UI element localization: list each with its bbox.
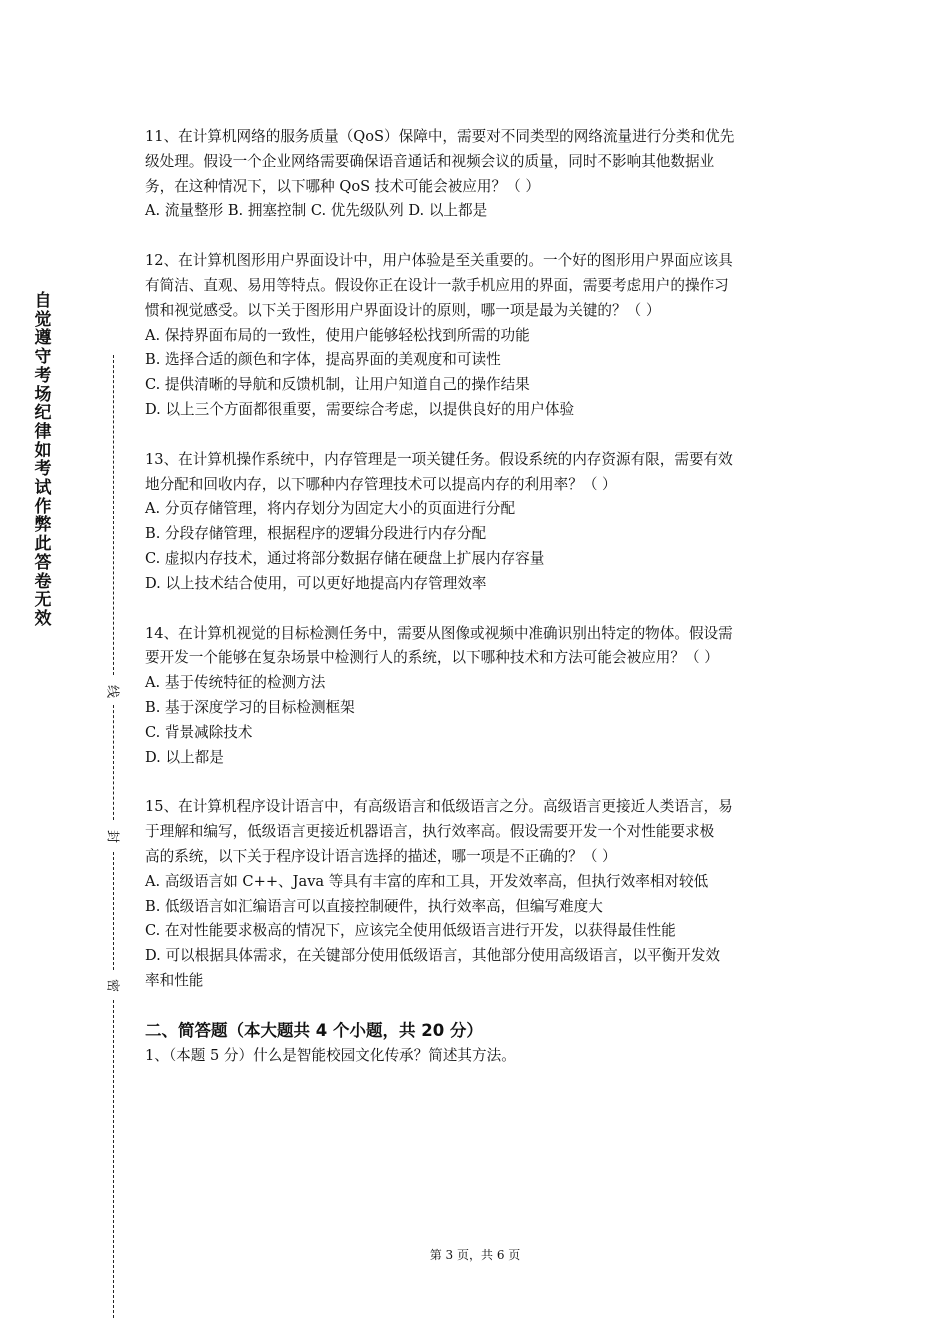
seal-label-feng: 封 xyxy=(104,829,120,843)
answer-option: A. 高级语言如 C++、Java 等具有丰富的库和工具，开发效率高，但执行效率相对较低 xyxy=(145,872,709,890)
answer-option: A. 基于传统特征的检测方法 xyxy=(145,674,326,692)
binding-dashed-line xyxy=(113,355,114,675)
answer-option: C. 虚拟内存技术，通过将部分数据存储在硬盘上扩展内存容量 xyxy=(145,549,545,567)
answer-option: B. 基于深度学习的目标检测框架 xyxy=(145,698,355,716)
binding-dashed-line xyxy=(113,852,114,970)
section-title: 二、简答题（本大题共 4 个小题，共 20 分） xyxy=(145,1020,483,1040)
question-stem-line: 级处理。假设一个企业网络需要确保语音通话和视频会议的质量，同时不影响其他数据业 xyxy=(145,152,715,170)
question-stem-line: 地分配和回收内存，以下哪种内存管理技术可以提高内存的利用率？（ ） xyxy=(145,475,617,493)
question xyxy=(145,448,815,597)
question xyxy=(145,125,815,224)
answer-option: B. 分段存储管理，根据程序的逻辑分段进行内存分配 xyxy=(145,525,487,543)
question-stem-line: 有简洁、直观、易用等特点。假设你正在设计一款手机应用的界面，需要考虑用户的操作习 xyxy=(145,276,729,294)
question-stem-line: 15、在计算机程序设计语言中，有高级语言和低级语言之分。高级语言更接近人类语言，易 xyxy=(145,798,733,816)
question-stem-line: 务，在这种情况下，以下哪种 QoS 技术可能会被应用？（ ） xyxy=(145,177,540,195)
question-stem-line: 于理解和编写，低级语言更接近机器语言，执行效率高。假设需要开发一个对性能要求极 xyxy=(145,823,715,841)
question xyxy=(145,249,815,423)
binding-dashed-line xyxy=(113,705,114,820)
answer-option: D. 以上技术结合使用，可以更好地提高内存管理效率 xyxy=(145,574,487,592)
answer-option: A. 保持界面布局的一致性，使用户能够轻松找到所需的功能 xyxy=(145,326,530,344)
page-number: 第 3 页，共 6 页 xyxy=(429,1248,521,1262)
answer-option: 率和性能 xyxy=(145,971,204,989)
question-stem-line: 13、在计算机操作系统中，内存管理是一项关键任务。假设系统的内存资源有限，需要有效 xyxy=(145,450,733,468)
answer-option: B. 低级语言如汇编语言可以直接控制硬件，执行效率高，但编写难度大 xyxy=(145,897,603,915)
question-stem-line: 要开发一个能够在复杂场景中检测行人的系统，以下哪种技术和方法可能会被应用？（ ） xyxy=(145,649,719,667)
answer-option: D. 以上都是 xyxy=(145,748,224,766)
answer-option: D. 以上三个方面都很重要，需要综合考虑，以提供良好的用户体验 xyxy=(145,400,575,418)
exam-discipline-notice: 自觉遵守考场纪律如考试作弊此答卷无效 xyxy=(34,291,52,629)
short-answer-question: 1、（本题 5 分）什么是智能校园文化传承？简述其方法。 xyxy=(145,1046,516,1064)
question-stem-line: 11、在计算机网络的服务质量（QoS）保障中，需要对不同类型的网络流量进行分类和优先 xyxy=(145,128,735,145)
answer-option: C. 提供清晰的导航和反馈机制，让用户知道自己的操作结果 xyxy=(145,376,530,394)
answer-option: A. 流量整形 B. 拥塞控制 C. 优先级队列 D. 以上都是 xyxy=(145,202,488,220)
question xyxy=(145,622,815,771)
exam-content xyxy=(145,125,815,1068)
answer-option: D. 可以根据具体需求，在关键部分使用低级语言，其他部分使用高级语言，以平衡开发效 xyxy=(145,947,721,965)
question-stem-line: 惯和视觉感受。以下关于图形用户界面设计的原则，哪一项是最为关键的？（ ） xyxy=(145,301,661,319)
question xyxy=(145,795,815,993)
question-stem-line: 14、在计算机视觉的目标检测任务中，需要从图像或视频中准确识别出特定的物体。假设需 xyxy=(145,624,733,642)
question-stem-line: 高的系统，以下关于程序设计语言选择的描述，哪一项是不正确的？（ ） xyxy=(145,847,617,865)
answer-option: C. 背景减除技术 xyxy=(145,723,253,741)
answer-option: A. 分页存储管理，将内存划分为固定大小的页面进行分配 xyxy=(145,500,516,518)
answer-option: C. 在对性能要求极高的情况下，应该完全使用低级语言进行开发，以获得最佳性能 xyxy=(145,922,676,940)
seal-label-xian: 线 xyxy=(104,684,120,698)
binding-dashed-line xyxy=(113,1000,114,1318)
answer-option: B. 选择合适的颜色和字体，提高界面的美观度和可读性 xyxy=(145,351,501,369)
question-stem-line: 12、在计算机图形用户界面设计中，用户体验是至关重要的。一个好的图形用户界面应该具 xyxy=(145,252,733,270)
seal-label-mi: 密 xyxy=(104,978,120,992)
